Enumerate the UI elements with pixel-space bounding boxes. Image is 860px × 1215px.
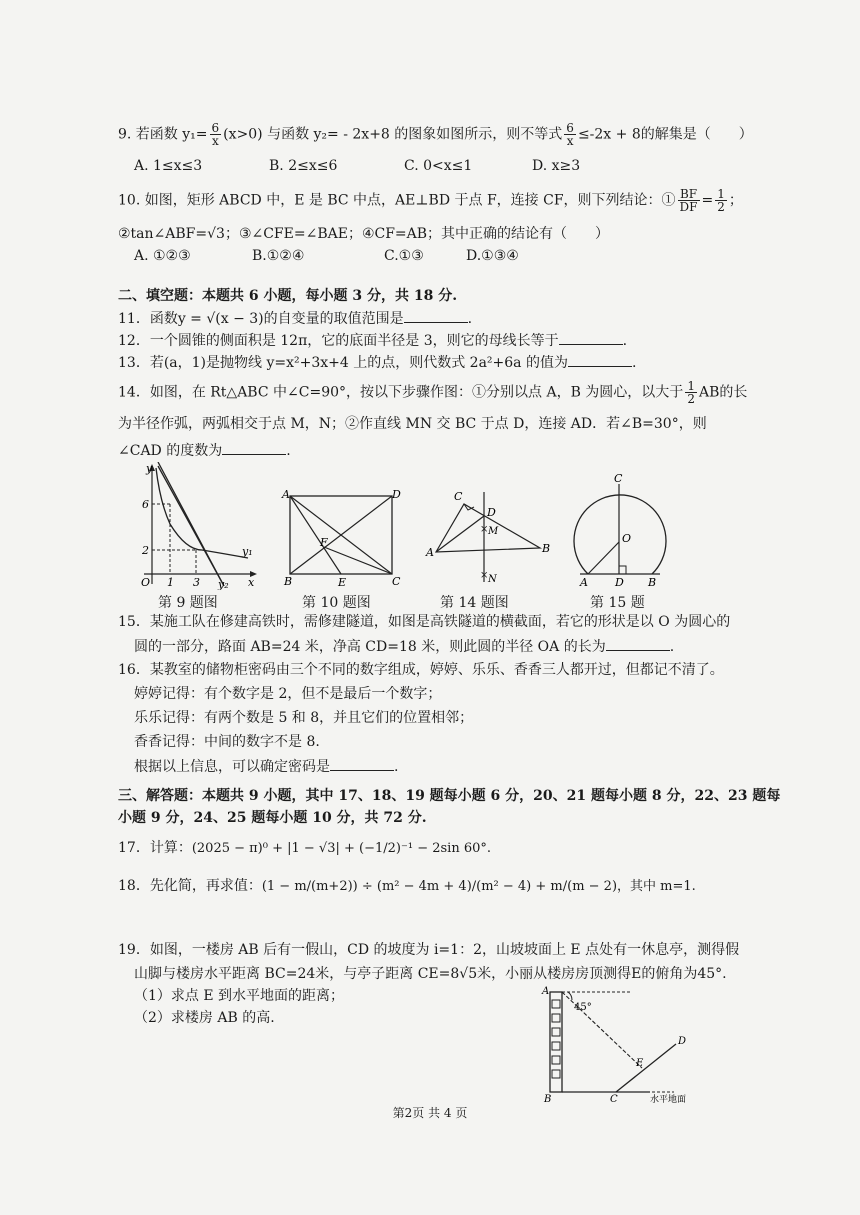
question-14-line3: ∠CAD 的度数为 . [118,440,291,461]
point-a: A [542,986,550,997]
figure-9-caption: 第 9 题图 [158,595,218,611]
figure-15-tunnel [566,472,678,590]
question-14-line2: 为半径作弧，两弧相交于点 M，N；②作直线 MN 交 BC 于点 D，连接 AD．若∠B=30°，则 [118,416,707,432]
section-3-title: 三、解答题：本题共 9 小题，其中 17、18、19 题每小题 6 分，20、21 题每小题 8 分，22、23 题每 [118,788,781,804]
option-b: B.①②④ [252,248,305,264]
point-d: D [487,506,496,519]
answer-blank[interactable] [330,756,394,771]
page-footer: 第2页 共 4 页 [392,1106,468,1120]
option-c: C. 0<x≤1 [404,158,473,174]
expression: (1 − m/(m+2)) ÷ (m² − 4m + 4)/(m² − 4) + m/(m − 2)，其中 m=1. [261,879,696,894]
figure-19-building-hill [530,984,730,1104]
section-3-title-line2: 小题 9 分，24、25 题每小题 10 分，共 72 分. [118,810,427,826]
option-d: D. x≥3 [532,158,581,174]
figure-14-caption: 第 14 题图 [440,595,509,611]
vertex-c: C [454,490,463,503]
vertex-c: C [392,575,401,588]
answer-blank[interactable] [222,440,286,455]
question-12: 12．一个圆锥的侧面积是 12π，它的底面半径是 3，则它的母线长等于 . [118,330,627,351]
question-15: 15．某施工队在修建高铁时，需修建隧道，如图是高铁隧道的横截面，若它的形状是以 O 为圆心的 [118,614,731,630]
fraction: $\frac{6}{x}$ [566,121,574,148]
vertex-a: A [426,546,434,559]
vertex-a: A [282,488,290,501]
figure-9-graph [136,462,261,590]
question-14: 14．如图，在 Rt△ABC 中∠C=90°，按以下步骤作图：①分别以点 A，B 为圆心，以大于 $\frac{1}{2}$ AB的长 [118,379,748,406]
tick-1: 1 [167,576,174,589]
section-2-title: 二、填空题：本题共 6 小题，每小题 3 分，共 18 分. [118,288,458,304]
fraction: $\frac{6}{x}$ [211,121,220,148]
question-13: 13．若(a，1)是抛物线 y=x²+3x+4 上的点，则代数式 2a²+6a 的值为 . [118,352,636,373]
curve-label-y1: y₁ [242,545,253,558]
axis-label-x: x [248,576,255,589]
svg-text:×: × [480,524,489,535]
option-c: C.①③ [384,248,424,264]
point-c: C [610,1094,618,1104]
question-10-options [134,246,519,266]
option-d: D.①③④ [466,248,519,264]
axis-label-y: y [146,462,153,475]
question-11: 11．函数y = √(x − 3)的自变量的取值范围是 . [118,308,472,329]
center-o: O [622,532,632,545]
vertex-b: B [284,575,293,588]
fraction: $\frac{1}{2}$ [717,187,725,214]
question-10: 10. 如图，矩形 ABCD 中，E 是 BC 中点，AE⊥BD 于点 F，连接 CF，则下列结论：① $\frac{BF}{DF}$ = $\frac{1}{2}$ ； [118,187,743,214]
point-c: C [614,472,623,485]
figure-10-caption: 第 10 题图 [302,595,371,611]
answer-blank[interactable] [606,636,670,651]
question-16: 16．某教室的储物柜密码由三个不同的数字组成，婷婷、乐乐、香香三人都开过，但都记不清了。 [118,662,724,678]
figure-14-triangle [422,486,552,590]
vertex-b: B [542,542,551,555]
svg-text:×: × [480,570,489,581]
option-a: A. 1≤x≤3 [134,158,203,174]
tick-2: 2 [142,544,149,557]
point-b: B [544,1094,552,1104]
point-d: D [678,1036,687,1047]
point-e: E [636,1058,644,1069]
option-a: A. ①②③ [134,248,191,264]
answer-blank[interactable] [559,330,623,345]
answer-blank[interactable] [568,352,632,367]
question-15-line2: 圆的一部分，路面 AB=24 米，净高 CD=18 米，则此圆的半径 OA 的长为 . [134,636,674,657]
tick-3: 3 [193,576,200,589]
line-label-y2: y₂ [218,578,229,590]
point-e: E [338,576,347,589]
point-m: M [488,526,499,537]
question-18: 18．先化简，再求值：(1 − m/(m+2)) ÷ (m² − 4m + 4)/(m² − 4) + m/(m − 2)，其中 m=1. [118,878,696,894]
vertex-d: D [392,488,401,501]
question-10-line2: ②tan∠ABF=√3；③∠CFE=∠BAE；④CF=AB；其中正确的结论有（ ） [118,226,610,242]
fraction: $\frac{BF}{DF}$ [679,187,698,214]
figure-15-caption: 第 15 题 [590,595,645,611]
tick-6: 6 [142,498,149,511]
question-9: 9. 若函数 y₁= $\frac{6}{x}$ (x>0) 与函数 y₂= - 2x+8 的图象如图所示，则不等式 $\frac{6}{x}$ ≤-2x + 8的解集是（ ） [118,121,753,148]
answer-blank[interactable] [404,308,468,323]
point-f: F [320,536,328,549]
question-16-ask: 根据以上信息，可以确定密码是 . [134,756,398,777]
clue-1: 婷婷记得：有个数字是 2，但不是最后一个数字； [134,686,442,702]
question-9-options [134,156,580,176]
point-n: N [488,574,497,585]
point-a: A [580,576,588,589]
angle-label: 45° [574,1002,592,1013]
question-17: 17．计算：(2025 − π)⁰ + |1 − √3| + (−1/2)⁻¹ − 2sin 60°. [118,840,491,856]
point-d: D [615,576,624,589]
option-b: B. 2≤x≤6 [269,158,338,174]
question-19: 19．如图，一楼房 AB 后有一假山，CD 的坡度为 i=1：2，山坡坡面上 E 点处有一休息亭，测得假 [118,942,740,958]
figure-10-rectangle [280,486,405,590]
clue-2: 乐乐记得：有两个数是 5 和 8，并且它们的位置相邻； [134,710,474,726]
question-19-part1: （1）求点 E 到水平地面的距离； [134,988,345,1004]
origin-label: O [141,576,151,589]
fraction: $\frac{1}{2}$ [687,379,695,406]
question-19-line2: 山脚与楼房水平距离 BC=24米，与亭子距离 CE=8√5米，小丽从楼房房顶测得E的俯角为45°. [134,966,727,982]
clue-3: 香香记得：中间的数字不是 8. [134,734,320,750]
ground-label: 水平地面 [650,1095,687,1104]
point-b: B [648,576,657,589]
question-19-part2: （2）求楼房 AB 的高. [134,1010,275,1026]
expression: (2025 − π)⁰ + |1 − √3| + (−1/2)⁻¹ − 2sin 60°. [191,841,491,856]
